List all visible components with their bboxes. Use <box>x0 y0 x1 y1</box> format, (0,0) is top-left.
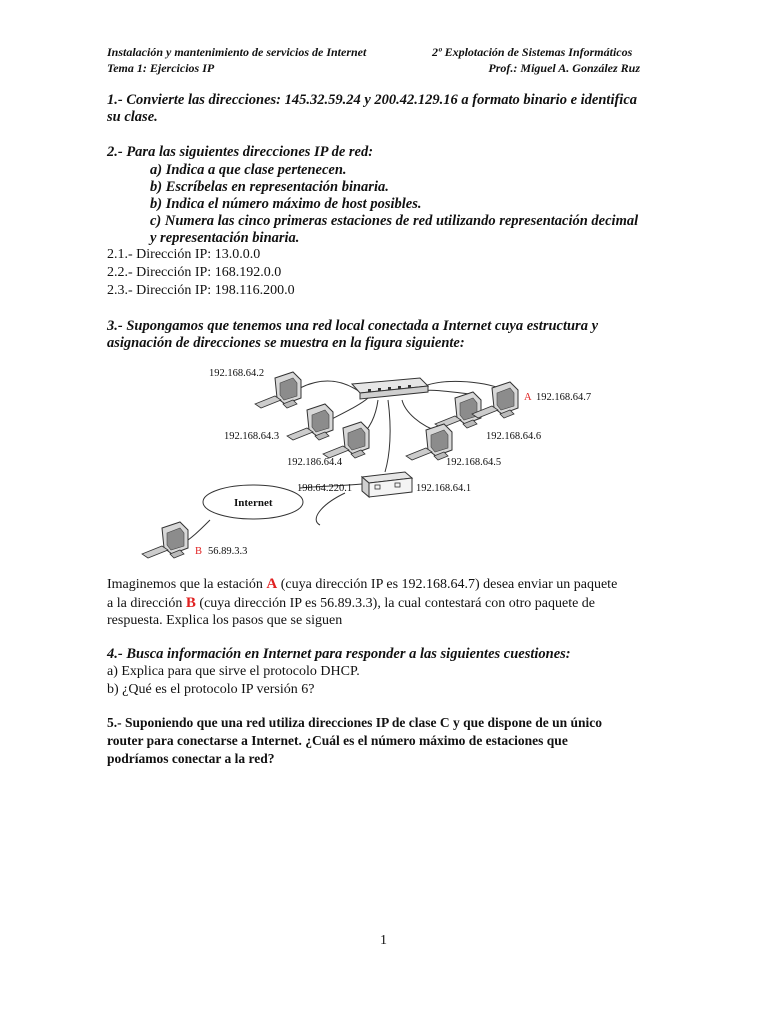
q5-line1: 5.- Suponiendo que una red utiliza direcciones IP de clase C y que dispone de un único <box>107 715 602 730</box>
header-course: Instalación y mantenimiento de servicios de Internet <box>107 45 367 59</box>
label-pc-right-low: 192.168.64.5 <box>446 457 502 468</box>
label-pc-mid: 192.186.64.4 <box>287 457 343 468</box>
label-pc-top-left: 192.168.64.2 <box>209 368 265 379</box>
q1-line2: su clase. <box>107 109 158 125</box>
computer-icon <box>435 392 481 428</box>
label-router-wan: 198.64.220.1 <box>297 483 353 494</box>
label-router-lan: 192.168.64.1 <box>416 483 472 494</box>
label-internet: Internet <box>234 497 273 509</box>
switch-icon <box>352 378 428 399</box>
label-marker-b: B <box>195 546 203 557</box>
q1-line1: 1.- Convierte las direcciones: 145.32.59.24 y 200.42.129.16 a formato binario e identifica <box>107 92 638 108</box>
label-pc-mid-left: 192.168.64.3 <box>224 431 280 442</box>
q2-item-b1: b) Escríbelas en representación binaria. <box>150 179 389 195</box>
q3-paragraph-line2: a la dirección B (cuya dirección IP es 56.89.3.3), la cual contestará con otro paquete de <box>107 595 596 611</box>
q2-item-c-cont: y representación binaria. <box>150 230 300 246</box>
q2-item-c: c) Numera las cinco primeras estaciones de red utilizando representación decimal <box>150 213 639 229</box>
label-pc-b: 56.89.3.3 <box>208 546 248 557</box>
page-number: 1 <box>380 933 387 948</box>
label-pc-right: 192.168.64.6 <box>486 431 542 442</box>
q5-line3: podríamos conectar a la red? <box>107 751 275 766</box>
q2-address-3: 2.3.- Dirección IP: 198.116.200.0 <box>107 283 295 298</box>
q3-line2: asignación de direcciones se muestra en la figura siguiente: <box>107 335 465 351</box>
computer-icon <box>406 424 452 460</box>
q4-b: b) ¿Qué es el protocolo IP versión 6? <box>107 682 315 697</box>
header-professor: Prof.: Miguel A. González Ruz <box>488 61 640 75</box>
q3-line1: 3.- Supongamos que tenemos una red local conectada a Internet cuya estructura y <box>107 318 599 334</box>
q2-title: 2.- Para las siguientes direcciones IP de red: <box>107 144 374 160</box>
q3-paragraph-line1: Imaginemos que la estación A (cuya dirección IP es 192.168.64.7) desea enviar un paquete <box>107 576 618 592</box>
q2-address-2: 2.2.- Dirección IP: 168.192.0.0 <box>107 265 282 280</box>
marker-a: A <box>266 576 278 592</box>
header-topic: Tema 1: Ejercicios IP <box>107 61 215 75</box>
label-marker-a: A <box>524 392 532 403</box>
header-program: 2º Explotación de Sistemas Informáticos <box>432 45 633 59</box>
q2-item-b2: b) Indica el número máximo de host posibles. <box>150 196 422 212</box>
q5-line2: router para conectarse a Internet. ¿Cuál es el número máximo de estaciones que <box>107 733 568 748</box>
q4-title: 4.- Busca información en Internet para responder a las siguientes cuestiones: <box>107 646 571 662</box>
computer-icon <box>142 522 188 558</box>
q4-a: a) Explica para que sirve el protocolo DHCP. <box>107 664 360 679</box>
label-pc-a: 192.168.64.7 <box>536 392 592 403</box>
computer-icon <box>287 404 333 440</box>
q2-address-1: 2.1.- Dirección IP: 13.0.0.0 <box>107 247 261 262</box>
router-icon <box>362 472 412 497</box>
q2-item-a: a) Indica a que clase pertenecen. <box>150 162 347 178</box>
marker-b: B <box>185 595 196 611</box>
q3-paragraph-line3: respuesta. Explica los pasos que se siguen <box>107 613 343 628</box>
